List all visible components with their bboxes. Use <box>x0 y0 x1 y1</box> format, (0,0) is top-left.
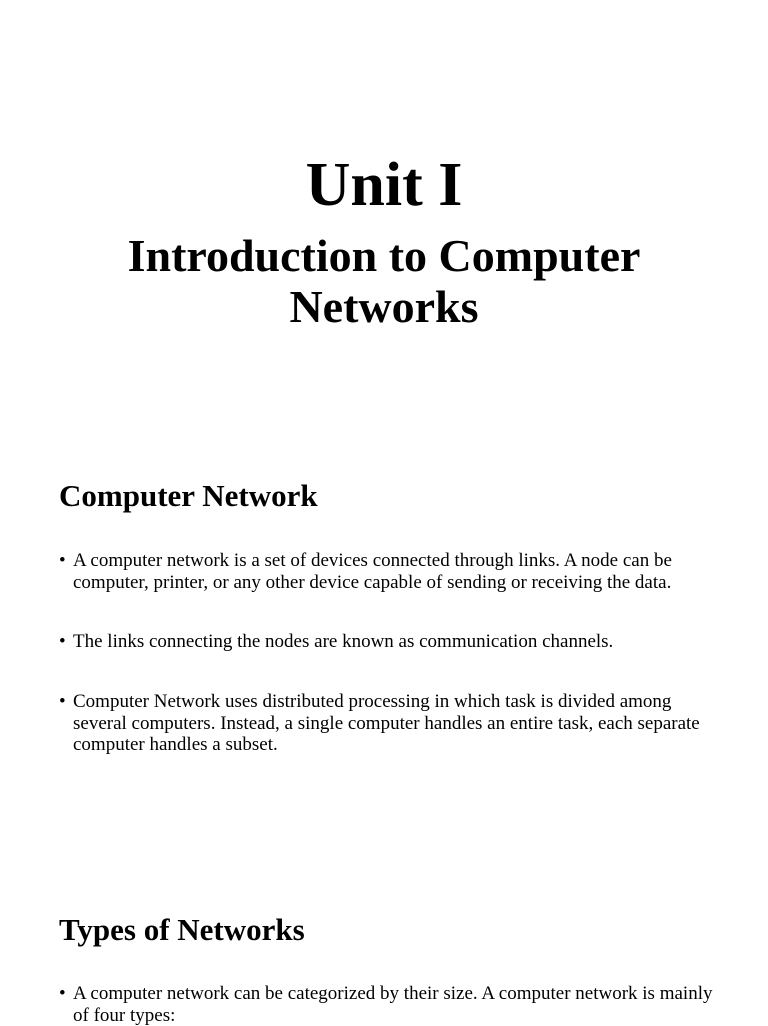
computer-network-slide <box>0 410 768 870</box>
types-of-networks-slide <box>0 870 768 1024</box>
bullet-marker: • <box>59 983 66 1004</box>
unit-title: Unit I <box>305 151 463 219</box>
bullet-item <box>59 691 719 756</box>
title-slide <box>0 0 768 410</box>
bullet-item <box>59 983 719 1026</box>
bullet-text: A computer network is a set of devices connected through links. A node can be computer, printer, or any other device capable of sending or receiving the data. <box>73 550 672 593</box>
bullet-marker: • <box>59 550 66 571</box>
bullet-marker: • <box>59 631 66 652</box>
slide-heading: Computer Network <box>59 478 318 513</box>
bullet-text: The links connecting the nodes are known as communication channels. <box>73 631 614 652</box>
bullet-item <box>59 550 719 593</box>
slide-heading: Types of Networks <box>59 912 305 947</box>
unit-subtitle: Introduction to Computer Networks <box>127 230 641 332</box>
bullet-marker: • <box>59 691 66 712</box>
bullet-text: Computer Network uses distributed processing in which task is divided among several computers. Instead, a single computer handles an entire task, each separate computer handles a subset. <box>73 691 700 755</box>
bullet-text: A computer network can be categorized by their size. A computer network is mainly of four types: <box>73 983 713 1026</box>
bullet-item <box>59 631 719 653</box>
